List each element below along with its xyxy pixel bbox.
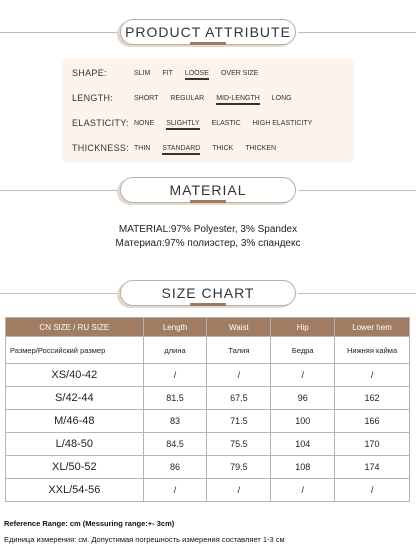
table-cell: 75.5 [207, 433, 271, 456]
attribute-option: SHORT [134, 94, 159, 102]
section-title: MATERIAL [169, 182, 247, 198]
attribute-option: NONE [134, 119, 155, 127]
table-subheader-cell: длина [143, 337, 207, 364]
divider-line [298, 32, 416, 33]
title-accent-bar [190, 200, 226, 203]
attribute-option: THICKEN [245, 144, 277, 152]
table-cell: 96 [271, 387, 335, 410]
table-cell: XS/40-42 [6, 364, 144, 387]
attribute-panel [62, 59, 354, 163]
size-chart-heading [0, 277, 416, 309]
section-title-box [120, 280, 296, 306]
attribute-option: HIGH ELASTICITY [252, 119, 313, 127]
attribute-option-selected: SLIGHTLY [166, 119, 200, 127]
table-cell: S/42-44 [6, 387, 144, 410]
attribute-option: SLIM [134, 69, 151, 77]
table-cell: M/46-48 [6, 410, 144, 433]
table-subheader-row [6, 337, 410, 364]
table-cell: 104 [271, 433, 335, 456]
table-header-cell: CN SIZE / RU SIZE [6, 318, 144, 337]
table-cell: 71.5 [207, 410, 271, 433]
table-header-cell: Waist [207, 318, 271, 337]
material-heading [0, 174, 416, 206]
table-cell: 79.5 [207, 456, 271, 479]
material-text-en: MATERIAL:97% Polyester, 3% Spandex [118, 224, 298, 235]
table-row [6, 479, 410, 502]
attribute-option: THIN [134, 144, 151, 152]
table-cell: / [271, 364, 335, 387]
attribute-option-selected: STANDARD [162, 144, 201, 152]
section-title: SIZE CHART [161, 285, 255, 301]
attribute-label: LENGTH: [72, 93, 114, 103]
table-cell: XXL/54-56 [6, 479, 144, 502]
attribute-option: THICK [212, 144, 234, 152]
attribute-option: ELASTIC [211, 119, 241, 127]
table-cell: 83 [143, 410, 207, 433]
table-row [6, 410, 410, 433]
size-table [5, 317, 410, 502]
table-cell: 108 [271, 456, 335, 479]
table-subheader-cell: Бедра [271, 337, 335, 364]
table-row [6, 433, 410, 456]
attribute-option: OVER SIZE [220, 69, 259, 77]
attribute-row-length [72, 89, 350, 107]
table-cell: 81.5 [143, 387, 207, 410]
attribute-label: ELASTICITY: [72, 118, 129, 128]
divider-line [298, 293, 416, 294]
table-cell: 170 [335, 433, 410, 456]
table-cell: 162 [335, 387, 410, 410]
material-text-ru: Материал:97% полиэстер, 3% спандекс [115, 238, 301, 249]
table-cell: 166 [335, 410, 410, 433]
attribute-option-selected: MID-LENGTH [216, 94, 260, 102]
table-header-cell: Length [143, 318, 207, 337]
title-accent-bar [190, 42, 226, 45]
table-header-row [6, 318, 410, 337]
table-subheader-cell: Талия [207, 337, 271, 364]
section-title-box [120, 177, 296, 203]
table-subheader-cell: Размер/Российский размер [6, 337, 144, 364]
table-cell: / [207, 479, 271, 502]
attribute-option: LONG [271, 94, 292, 102]
attribute-label: THICKNESS: [72, 143, 130, 153]
table-cell: / [207, 364, 271, 387]
table-cell: / [143, 364, 207, 387]
attribute-option: FIT [162, 69, 173, 77]
measurement-note-ru: Единица измерения: см. Допустимая погрешность измерения составляет 1-3 см [4, 535, 285, 544]
divider-line [298, 190, 416, 191]
table-cell: 67.5 [207, 387, 271, 410]
table-cell: 84.5 [143, 433, 207, 456]
product-attribute-heading [0, 16, 416, 48]
table-cell: / [335, 364, 410, 387]
table-cell: XL/50-52 [6, 456, 144, 479]
attribute-row-shape [72, 64, 350, 82]
table-cell: 174 [335, 456, 410, 479]
attribute-row-elasticity [72, 114, 350, 132]
table-cell: L/48-50 [6, 433, 144, 456]
table-header-cell: Lower hem [335, 318, 410, 337]
divider-line [0, 32, 118, 33]
table-row [6, 387, 410, 410]
table-row [6, 456, 410, 479]
table-cell: / [335, 479, 410, 502]
table-cell: / [271, 479, 335, 502]
title-accent-bar [190, 303, 226, 306]
divider-line [0, 190, 118, 191]
divider-line [0, 293, 118, 294]
attribute-option: REGULAR [170, 94, 205, 102]
attribute-row-thickness [72, 139, 350, 157]
table-subheader-cell: Нижняя кайма [335, 337, 410, 364]
section-title: PRODUCT ATTRIBUTE [125, 24, 291, 40]
attribute-label: SHAPE: [72, 68, 107, 78]
section-title-box [120, 19, 296, 45]
table-header-cell: Hip [271, 318, 335, 337]
table-cell: 100 [271, 410, 335, 433]
attribute-option-selected: LOOSE [184, 69, 209, 77]
table-row [6, 364, 410, 387]
table-cell: 86 [143, 456, 207, 479]
table-cell: / [143, 479, 207, 502]
reference-range-note: Reference Range: cm (Messuring range:+- 3cm) [4, 519, 175, 528]
